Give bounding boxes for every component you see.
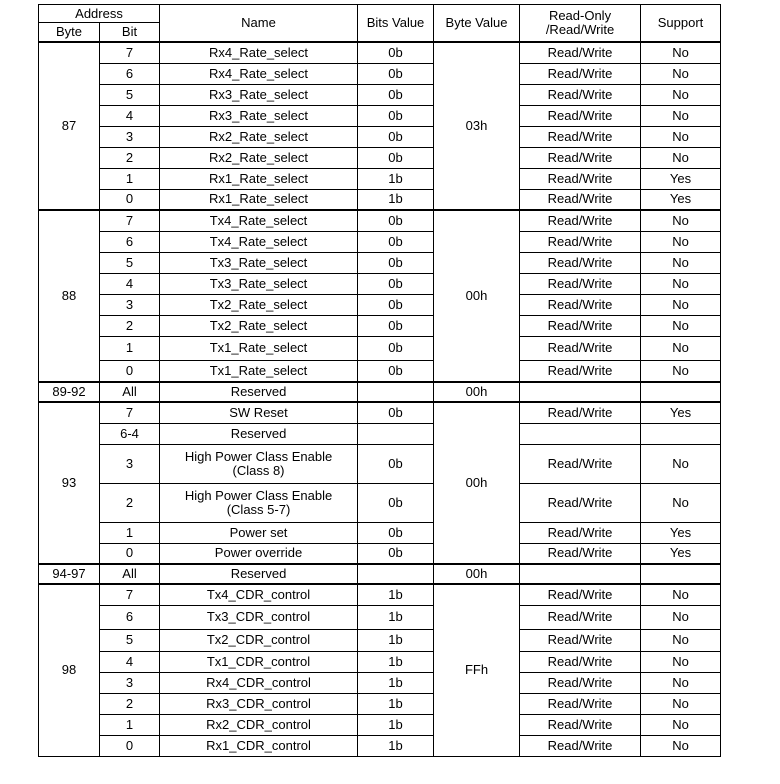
read-write-cell: Read/Write — [520, 126, 641, 147]
support-cell: No — [641, 584, 721, 605]
bits-value-cell: 1b — [358, 605, 434, 629]
bits-value-cell: 0b — [358, 543, 434, 564]
table-row — [39, 210, 721, 231]
name-cell: Tx1_Rate_select — [160, 336, 358, 360]
support-cell: No — [641, 126, 721, 147]
support-cell: Yes — [641, 168, 721, 189]
support-cell: No — [641, 210, 721, 231]
read-write-cell: Read/Write — [520, 336, 641, 360]
table-row — [39, 42, 721, 63]
table-row — [39, 84, 721, 105]
read-write-cell: Read/Write — [520, 584, 641, 605]
table-row — [39, 360, 721, 382]
name-cell: Tx4_Rate_select — [160, 231, 358, 252]
table-row — [39, 402, 721, 423]
bit-cell: 0 — [100, 189, 160, 210]
name-cell: Reserved — [160, 382, 358, 402]
bit-cell: All — [100, 382, 160, 402]
bits-value-cell: 0b — [358, 273, 434, 294]
support-cell: No — [641, 672, 721, 693]
byte-value-cell: 03h — [434, 42, 520, 210]
register-table — [38, 4, 721, 757]
read-write-cell: Read/Write — [520, 252, 641, 273]
read-write-cell: Read/Write — [520, 651, 641, 672]
support-cell: No — [641, 444, 721, 483]
bits-value-cell: 1b — [358, 735, 434, 756]
name-line2: (Class 8) — [232, 462, 285, 478]
bits-value-cell: 0b — [358, 231, 434, 252]
bit-cell: 7 — [100, 42, 160, 63]
support-cell: No — [641, 483, 721, 522]
bits-value-cell: 1b — [358, 651, 434, 672]
name-cell — [160, 483, 358, 522]
name-cell: Tx2_CDR_control — [160, 629, 358, 651]
table-row — [39, 735, 721, 756]
header-byte: Byte — [39, 23, 100, 43]
name-cell: Rx3_CDR_control — [160, 693, 358, 714]
table-row — [39, 543, 721, 564]
bits-value-cell: 1b — [358, 714, 434, 735]
support-cell: No — [641, 336, 721, 360]
bits-value-cell — [358, 382, 434, 402]
bits-value-cell: 0b — [358, 315, 434, 336]
table-row — [39, 564, 721, 584]
table-row — [39, 147, 721, 168]
support-cell: No — [641, 231, 721, 252]
name-cell: SW Reset — [160, 402, 358, 423]
bits-value-cell: 0b — [358, 210, 434, 231]
byte-cell: 88 — [39, 210, 100, 382]
read-write-cell: Read/Write — [520, 84, 641, 105]
bit-cell: 5 — [100, 84, 160, 105]
name-line2: (Class 5-7) — [226, 501, 291, 517]
table-row — [39, 126, 721, 147]
bits-value-cell: 0b — [358, 360, 434, 382]
name-cell: Rx2_CDR_control — [160, 714, 358, 735]
read-write-cell: Read/Write — [520, 42, 641, 63]
bits-value-cell: 0b — [358, 252, 434, 273]
header-read-write-line2: /Read/Write — [545, 22, 615, 37]
name-cell: Tx3_Rate_select — [160, 273, 358, 294]
table-row — [39, 714, 721, 735]
bit-cell: 3 — [100, 672, 160, 693]
name-cell: Reserved — [160, 564, 358, 584]
name-cell: Tx2_Rate_select — [160, 294, 358, 315]
table-row — [39, 252, 721, 273]
name-cell: Rx1_CDR_control — [160, 735, 358, 756]
name-cell: Rx3_Rate_select — [160, 105, 358, 126]
support-cell: No — [641, 147, 721, 168]
read-write-cell: Read/Write — [520, 693, 641, 714]
table-row — [39, 693, 721, 714]
byte-value-cell: 00h — [434, 402, 520, 564]
bit-cell: 3 — [100, 294, 160, 315]
bit-cell: All — [100, 564, 160, 584]
read-write-cell: Read/Write — [520, 672, 641, 693]
bit-cell: 0 — [100, 360, 160, 382]
name-cell: Power set — [160, 522, 358, 543]
read-write-cell: Read/Write — [520, 273, 641, 294]
bit-cell: 4 — [100, 273, 160, 294]
name-cell: Rx4_CDR_control — [160, 672, 358, 693]
read-write-cell: Read/Write — [520, 210, 641, 231]
support-cell: Yes — [641, 522, 721, 543]
table-row — [39, 584, 721, 605]
name-cell: Tx1_Rate_select — [160, 360, 358, 382]
support-cell: No — [641, 252, 721, 273]
bits-value-cell: 0b — [358, 294, 434, 315]
bits-value-cell: 1b — [358, 168, 434, 189]
support-cell: No — [641, 735, 721, 756]
bits-value-cell: 0b — [358, 105, 434, 126]
bits-value-cell: 0b — [358, 126, 434, 147]
bit-cell: 0 — [100, 735, 160, 756]
read-write-cell: Read/Write — [520, 147, 641, 168]
bits-value-cell: 0b — [358, 336, 434, 360]
read-write-cell: Read/Write — [520, 231, 641, 252]
support-cell — [641, 564, 721, 584]
read-write-cell: Read/Write — [520, 735, 641, 756]
bit-cell: 7 — [100, 210, 160, 231]
read-write-cell — [520, 423, 641, 444]
table-row — [39, 168, 721, 189]
bit-cell: 5 — [100, 629, 160, 651]
support-cell: No — [641, 360, 721, 382]
name-cell: Rx1_Rate_select — [160, 189, 358, 210]
read-write-cell: Read/Write — [520, 402, 641, 423]
bit-cell: 0 — [100, 543, 160, 564]
bit-cell: 4 — [100, 651, 160, 672]
table-row — [39, 382, 721, 402]
bits-value-cell — [358, 423, 434, 444]
name-line1: High Power Class Enable — [184, 487, 333, 503]
table-row — [39, 315, 721, 336]
bit-cell: 7 — [100, 402, 160, 423]
support-cell: No — [641, 105, 721, 126]
header-bit: Bit — [100, 23, 160, 43]
read-write-cell: Read/Write — [520, 189, 641, 210]
table-row — [39, 651, 721, 672]
bit-cell: 1 — [100, 336, 160, 360]
read-write-cell: Read/Write — [520, 168, 641, 189]
read-write-cell: Read/Write — [520, 105, 641, 126]
table-row — [39, 672, 721, 693]
read-write-cell: Read/Write — [520, 294, 641, 315]
bit-cell: 6-4 — [100, 423, 160, 444]
table-row — [39, 63, 721, 84]
support-cell: No — [641, 273, 721, 294]
bit-cell: 1 — [100, 714, 160, 735]
bit-cell: 1 — [100, 522, 160, 543]
bits-value-cell: 0b — [358, 402, 434, 423]
bit-cell: 5 — [100, 252, 160, 273]
bits-value-cell: 0b — [358, 522, 434, 543]
read-write-cell: Read/Write — [520, 444, 641, 483]
bit-cell: 6 — [100, 231, 160, 252]
support-cell: No — [641, 84, 721, 105]
bits-value-cell — [358, 564, 434, 584]
bit-cell: 6 — [100, 605, 160, 629]
support-cell: No — [641, 315, 721, 336]
byte-cell: 94-97 — [39, 564, 100, 584]
support-cell: No — [641, 693, 721, 714]
bits-value-cell: 0b — [358, 147, 434, 168]
table-row — [39, 189, 721, 210]
table-row — [39, 105, 721, 126]
name-cell: Tx4_CDR_control — [160, 584, 358, 605]
read-write-cell: Read/Write — [520, 360, 641, 382]
table-body — [39, 42, 721, 756]
name-cell: Tx4_Rate_select — [160, 210, 358, 231]
name-cell — [160, 444, 358, 483]
bit-cell: 6 — [100, 63, 160, 84]
read-write-cell — [520, 382, 641, 402]
support-cell: Yes — [641, 543, 721, 564]
name-cell: Tx1_CDR_control — [160, 651, 358, 672]
name-cell: Tx3_CDR_control — [160, 605, 358, 629]
read-write-cell: Read/Write — [520, 315, 641, 336]
support-cell — [641, 423, 721, 444]
header-byte-value: Byte Value — [434, 5, 520, 43]
byte-value-cell: 00h — [434, 210, 520, 382]
bits-value-cell: 1b — [358, 584, 434, 605]
support-cell: No — [641, 629, 721, 651]
table-row — [39, 423, 721, 444]
byte-cell: 89-92 — [39, 382, 100, 402]
table-row — [39, 273, 721, 294]
name-line1: High Power Class Enable — [184, 448, 333, 464]
read-write-cell: Read/Write — [520, 522, 641, 543]
table-row — [39, 483, 721, 522]
bit-cell: 2 — [100, 693, 160, 714]
bits-value-cell: 1b — [358, 629, 434, 651]
header-support: Support — [641, 5, 721, 43]
bit-cell: 7 — [100, 584, 160, 605]
bits-value-cell: 0b — [358, 63, 434, 84]
header-name: Name — [160, 5, 358, 43]
name-cell: Rx4_Rate_select — [160, 63, 358, 84]
support-cell: No — [641, 63, 721, 84]
bit-cell: 1 — [100, 168, 160, 189]
read-write-cell: Read/Write — [520, 605, 641, 629]
bits-value-cell: 1b — [358, 693, 434, 714]
name-cell: Rx2_Rate_select — [160, 126, 358, 147]
support-cell — [641, 382, 721, 402]
support-cell: No — [641, 294, 721, 315]
name-cell: Reserved — [160, 423, 358, 444]
bits-value-cell: 1b — [358, 672, 434, 693]
byte-cell: 87 — [39, 42, 100, 210]
read-write-cell: Read/Write — [520, 63, 641, 84]
support-cell: Yes — [641, 402, 721, 423]
bit-cell: 4 — [100, 105, 160, 126]
table-row — [39, 336, 721, 360]
name-cell: Rx2_Rate_select — [160, 147, 358, 168]
read-write-cell — [520, 564, 641, 584]
byte-value-cell: 00h — [434, 564, 520, 584]
header-read-write — [520, 5, 641, 43]
bits-value-cell: 0b — [358, 444, 434, 483]
header-read-write-line1: Read-Only — [548, 8, 612, 23]
bit-cell: 2 — [100, 315, 160, 336]
table-row — [39, 605, 721, 629]
name-cell: Rx3_Rate_select — [160, 84, 358, 105]
name-cell: Tx3_Rate_select — [160, 252, 358, 273]
bits-value-cell: 0b — [358, 42, 434, 63]
byte-cell: 98 — [39, 584, 100, 756]
header-bits-value: Bits Value — [358, 5, 434, 43]
bits-value-cell: 0b — [358, 84, 434, 105]
table-row — [39, 231, 721, 252]
byte-value-cell: FFh — [434, 584, 520, 756]
name-cell: Rx4_Rate_select — [160, 42, 358, 63]
support-cell: No — [641, 651, 721, 672]
table-row — [39, 444, 721, 483]
support-cell: Yes — [641, 189, 721, 210]
table-row — [39, 294, 721, 315]
bit-cell: 3 — [100, 126, 160, 147]
name-cell: Tx2_Rate_select — [160, 315, 358, 336]
read-write-cell: Read/Write — [520, 714, 641, 735]
table-row — [39, 522, 721, 543]
name-cell: Power override — [160, 543, 358, 564]
bit-cell: 3 — [100, 444, 160, 483]
table-row — [39, 629, 721, 651]
bit-cell: 2 — [100, 147, 160, 168]
header-address: Address — [39, 5, 160, 23]
bits-value-cell: 1b — [358, 189, 434, 210]
support-cell: No — [641, 714, 721, 735]
support-cell: No — [641, 42, 721, 63]
read-write-cell: Read/Write — [520, 543, 641, 564]
name-cell: Rx1_Rate_select — [160, 168, 358, 189]
bit-cell: 2 — [100, 483, 160, 522]
byte-cell: 93 — [39, 402, 100, 564]
read-write-cell: Read/Write — [520, 483, 641, 522]
read-write-cell: Read/Write — [520, 629, 641, 651]
bits-value-cell: 0b — [358, 483, 434, 522]
support-cell: No — [641, 605, 721, 629]
byte-value-cell: 00h — [434, 382, 520, 402]
